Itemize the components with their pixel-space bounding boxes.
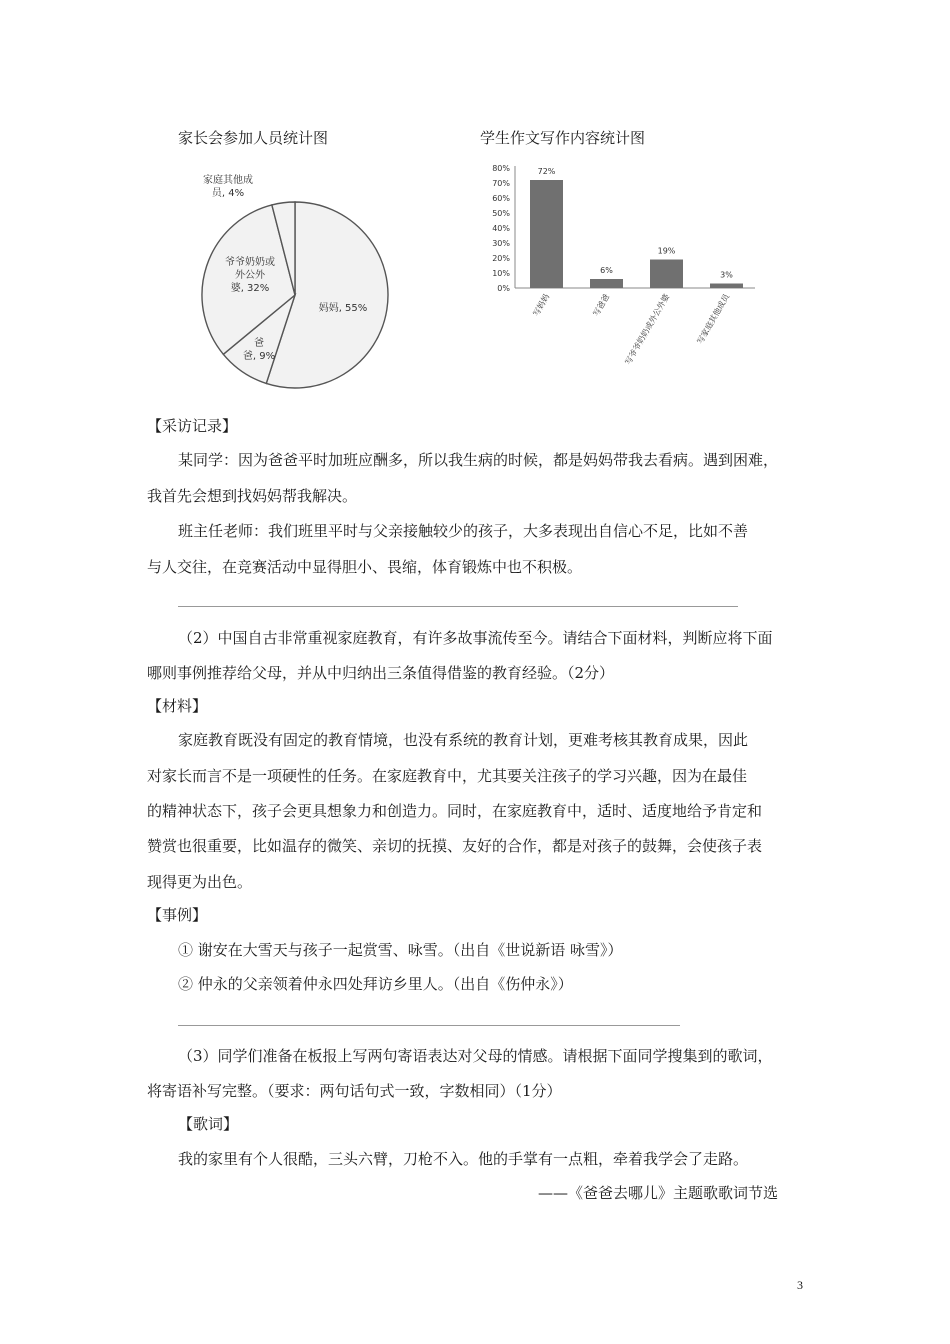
material-line-3: 的精神状态下，孩子会更具想象力和创造力。同时，在家庭教育中，适时、适度地给予肯定和: [147, 802, 763, 820]
y-tick-label: 0%: [497, 284, 510, 293]
y-tick-label: 80%: [492, 164, 510, 173]
case-1: ① 谢安在大雪天与孩子一起赏雪、咏雪。（出自《世说新语 咏雪》）: [178, 941, 623, 959]
student-quote-line-2: 我首先会想到找妈妈帮我解决。: [147, 487, 358, 505]
pie-chart: [195, 165, 405, 395]
page-number: 3: [797, 1278, 803, 1292]
teacher-quote-line-1: 班主任老师：我们班里平时与父亲接触较少的孩子，大多表现出自信心不足，比如不善: [178, 522, 749, 540]
pie-slice-label: 爷爷奶奶或外公外婆, 32%: [225, 257, 275, 294]
bar: [590, 279, 623, 288]
material-heading: 【材料】: [147, 697, 208, 715]
question-2-line-1: （2）中国自古非常重视家庭教育，有许多故事流传至今。请结合下面材料，判断应将下面: [178, 629, 773, 647]
y-tick-label: 40%: [492, 224, 510, 233]
bar: [710, 284, 743, 289]
case-2: ② 仲永的父亲领着仲永四处拜访乡里人。（出自《伤仲永》）: [178, 975, 573, 993]
material-line-4: 赞赏也很重要，比如温存的微笑、亲切的抚摸、友好的合作，都是对孩子的鼓舞，会使孩子表: [147, 837, 763, 855]
answer-line: [178, 606, 738, 607]
bar-value-label: 6%: [600, 266, 613, 275]
lyrics-heading: 【歌词】: [178, 1115, 239, 1133]
student-quote-line-1: 某同学：因为爸爸平时加班应酬多，所以我生病的时候，都是妈妈带我去看病。遇到困难，: [178, 451, 779, 469]
bar-value-label: 72%: [537, 167, 556, 176]
x-category-label: 写妈妈: [531, 292, 552, 318]
x-category-label: 写爸爸: [591, 292, 612, 318]
question-3-line-2: 将寄语补写完整。（要求：两句话句式一致，字数相同）（1分）: [147, 1082, 562, 1100]
lyrics-source: ——《爸爸去哪儿》主题歌歌词节选: [538, 1184, 779, 1202]
bar-chart-title: 学生作文写作内容统计图: [480, 129, 646, 147]
y-tick-label: 30%: [492, 239, 510, 248]
y-tick-label: 10%: [492, 269, 510, 278]
x-category-label: 写爷爷奶奶或外公外婆: [623, 292, 672, 367]
bar: [650, 260, 683, 289]
x-category-label: 写家庭其他成员: [695, 292, 732, 346]
bar-value-label: 3%: [720, 270, 733, 280]
pie-slice-label: 妈妈, 55%: [318, 303, 368, 314]
material-line-5: 现得更为出色。: [147, 873, 253, 891]
teacher-quote-line-2: 与人交往，在竞赛活动中显得胆小、畏缩，体育锻炼中也不积极。: [147, 558, 583, 576]
cases-heading: 【事例】: [147, 906, 208, 924]
y-tick-label: 50%: [492, 209, 510, 218]
lyrics-text: 我的家里有个人很酷，三头六臂，刀枪不入。他的手掌有一点粗，牵着我学会了走路。: [178, 1150, 749, 1168]
bar-chart: [470, 155, 770, 385]
pie-slice-label: 爸爸, 9%: [242, 338, 276, 362]
bar: [530, 180, 563, 288]
question-2-line-2: 哪则事例推荐给父母，并从中归纳出三条值得借鉴的教育经验。（2分）: [147, 664, 615, 682]
material-line-2: 对家长而言不是一项硬性的任务。在家庭教育中，尤其要关注孩子的学习兴趣，因为在最佳: [147, 767, 748, 785]
y-tick-label: 70%: [492, 179, 510, 188]
y-tick-label: 20%: [492, 254, 510, 263]
answer-line: [178, 1025, 680, 1026]
question-3-line-1: （3）同学们准备在板报上写两句寄语表达对父母的情感。请根据下面同学搜集到的歌词，: [178, 1047, 773, 1065]
bar-value-label: 19%: [657, 246, 676, 256]
interview-heading: 【采访记录】: [147, 417, 238, 435]
material-line-1: 家庭教育既没有固定的教育情境，也没有系统的教育计划，更难考核其教育成果，因此: [178, 731, 749, 749]
y-tick-label: 60%: [492, 194, 510, 203]
pie-slice-label: 家庭其他成员, 4%: [203, 175, 253, 199]
pie-chart-title: 家长会参加人员统计图: [178, 129, 329, 147]
